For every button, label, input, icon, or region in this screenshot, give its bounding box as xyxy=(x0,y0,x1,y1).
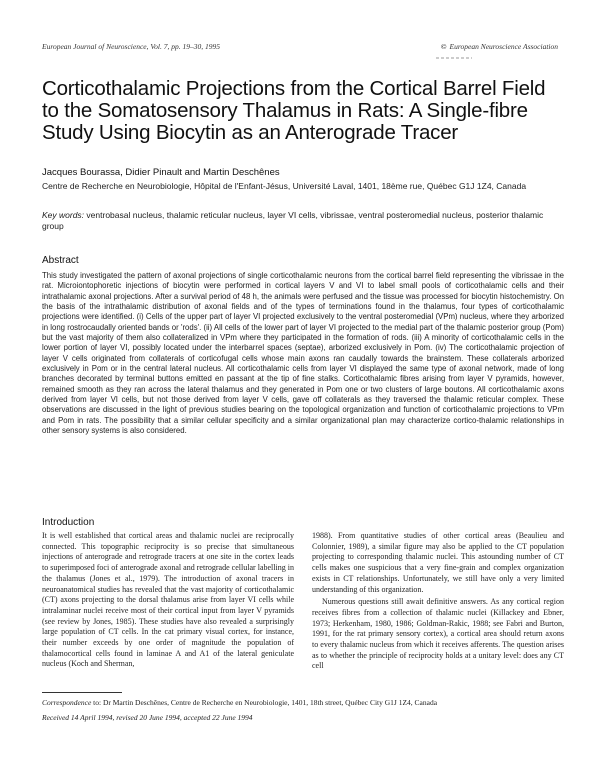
publisher-logo-icon: © xyxy=(440,42,447,51)
correspondence-note xyxy=(42,698,564,707)
footnote-divider xyxy=(42,692,122,693)
introduction-paragraph-1: It is well established that cortical areas and thalamic nuclei are reciprocally connected. This topographic reciprocity is so precise that simultaneous injections of anterograde and retrograde tracers at one site in the cortex leads to superimposed foci of anterograde axonal and retrograde cellular labelling in the thalamus (Jones et al., 1979). The introduction of axonal tracers in neuroanatomical studies has revealed that the vast majority of corticothalamic (CT) axons projecting to the dorsal thalamus arise from layer VI cells while intralaminar nuclei receive most of their cortical input from layer V pyramids (see review by Jones, 1985). These studies have also revealed a surprisingly large population of CT cells. In the cat primary visual cortex, for instance, their number exceeds by one order of magnitude the population of thalamocortical cells found in laminae A and A1 of the lateral geniculate nucleus (Koch and Sherman, xyxy=(42,531,294,669)
abstract-heading: Abstract xyxy=(42,255,79,266)
introduction-heading: Introduction xyxy=(42,517,95,528)
article-authors: Jacques Bourassa, Didier Pinault and Martin Deschênes xyxy=(42,167,280,178)
journal-citation: European Journal of Neuroscience, Vol. 7, pp. 19–30, 1995 xyxy=(42,42,220,51)
article-title: Corticothalamic Projections from the Cortical Barrel Field to the Somatosensory Thalamus in Rats: A Single-fibre Study Using Biocytin as an Anterograde Tracer xyxy=(42,77,546,144)
publisher-line xyxy=(441,42,558,51)
introduction-left-column xyxy=(42,531,294,670)
author-affiliation: Centre de Recherche en Neurobiologie, Hôpital de l'Enfant-Jésus, Université Laval, 1401, 18ème rue, Québec G1J 1Z4, Canada xyxy=(42,181,527,191)
keywords-label: Key words: xyxy=(42,210,85,220)
introduction-right-column xyxy=(312,531,564,672)
introduction-paragraph-2: Numerous questions still await definitive answers. As any cortical region receives fibres from a collection of thalamic nuclei (Killackey and Ebner, 1973; Herkenham, 1980, 1986; Goldman-Rakic, 1988; see Fabri and Burton, 1991, for the rat primary sensory cortex), a cortical area should return axons to every thalamic nucleus from which it receives afferents. The question arises as to whether the principle of reciprocity holds at a unitary level: does any CT cell xyxy=(312,597,564,671)
abstract-text: This study investigated the pattern of axonal projections of single corticothalamic neurons from the cortical barrel field representing the vibrissae in the rat. Microiontophoretic injections of biocytin were performed in cortical layers V and VI to label small pools of corticothalamic cells and their intrathalamic axonal projections. After a survival period of 48 h, the animals were perfused and the tissue was processed for biocytin histochemistry. On the basis of the intrathalamic distribution of axonal fields and of the types of terminations found in the thalamus, four types of corticothalamic projections were identified. (i) Cells of the upper part of layer VI projected exclusively to the ventral posteromedial (VPm) nucleus, where they arborized in long rostrocaudally oriented bands or 'rods'. (ii) All cells of the lower part of layer VI projected to the medial part of the thalamic posterior group (Pom) but the vast majority of them also collateralized in VPm where they participated in the formation of rods. (iii) A minority of corticothalamic cells in the lower portion of layer VI, possibly located under the interbarrel spaces (septae), arborized exclusively in Pom. (iv) The corticothalamic projection of layer V cells originated from collaterals of corticofugal cells whose main axons ran caudally towards the brainstem. These collaterals arborized exclusively in Pom or in the central lateral nucleus. All corticothalamic cells from layer VI displayed the same type of axonal network, made of long branches decorated by terminal buttons emitted en passant at the tip of fine stalks. Corticothalamic fibres arising from layer V pyramids, however, remained smooth as they ran across the lateral thalamus and they generated in Pom one or two clusters of large boutons. All corticothalamic axons derived from layer VI cells, but not those derived from layer V cells, gave off collaterals as they traversed the thalamic reticular complex. These observations are discussed in the light of previous studies bearing on the topological organization and function of corticothalamic projections to VPm and Pom in rats. The possibility that a similar cellular specificity and a similar organizational plan may characterize cortico-thalamic relationships in other sensory systems is also considered. xyxy=(42,271,564,436)
correspondence-text: to: Dr Martin Deschênes, Centre de Recherche en Neurobiologie, 1401, 18th street, Québec City G1J 1Z4, Canada xyxy=(93,698,438,707)
correspondence-label: Correspondence xyxy=(42,698,92,707)
received-dates: Received 14 April 1994, revised 20 June 1994, accepted 22 June 1994 xyxy=(42,713,253,722)
publisher-name: European Neuroscience Association xyxy=(449,42,558,51)
introduction-paragraph-continued: 1988). From quantitative studies of other cortical areas (Beaulieu and Colonnier, 1989), a similar figure may also be applied to the CT population projecting to corresponding thalamic nuclei. This astounding number of CT cells makes one suspicious that a very fine-grain and complex organization exists in CT relationships. Unfortunately, we still have only a very limited understanding of this organization. xyxy=(312,531,564,594)
keywords xyxy=(42,210,562,232)
journal-header xyxy=(42,42,558,56)
decorative-rule xyxy=(436,56,472,60)
keywords-list: ventrobasal nucleus, thalamic reticular nucleus, layer VI cells, vibrissae, ventral posteromedial nucleus, posterior thalamic group xyxy=(42,210,544,231)
